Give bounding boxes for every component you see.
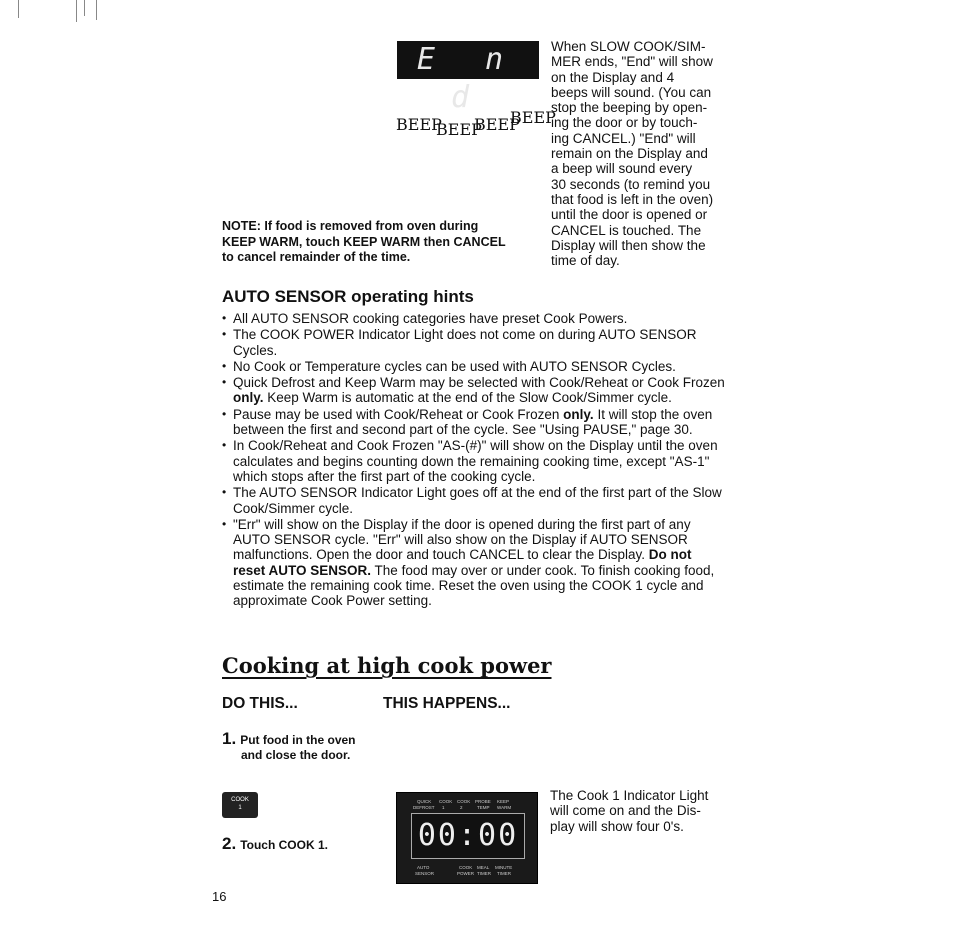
do-this-heading: DO THIS... [222,695,298,712]
text-line: on the Display and 4 [551,69,675,85]
cook-1-button[interactable] [222,792,258,818]
cook-button-label: 1 [238,805,242,811]
text-line: will come on and the Dis- [550,803,701,819]
scan-mark [76,0,77,22]
text-line: a beep will sound every [551,161,693,177]
scan-mark [84,0,85,16]
panel-label: TIMER [477,871,491,876]
beep-text: BEEP [510,108,556,127]
text-line: until the door is opened or [551,207,708,223]
auto-sensor-heading: AUTO SENSOR operating hints [222,287,474,306]
text-line: The Cook 1 Indicator Light [550,788,709,803]
text-line: that food is left in the oven) [551,191,714,207]
list-item: • "Err" will show on the Display if the door is opened during the first part of any AUTO SENSOR cycle. "Err" will also show on the Display if AUTO SENSOR malfunctions. Open the door and touch CANCEL to clear the Display. Do not reset AUTO SENSOR. The food may over or under cook. To finish cooking food, estimate the remaining cook time. Reset the oven using the COOK 1 cycle and approximate Cook Power setting. [222,517,727,609]
note-line: NOTE: If food is removed from oven during [222,219,479,233]
hints-list [222,311,727,610]
panel-label: 2 [460,805,463,810]
panel-label: MEAL [477,865,490,870]
keep-warm-note [222,219,542,266]
list-item: • Pause may be used with Cook/Reheat or Cook Frozen only. It will stop the oven between the first and second part of the cycle. See "Using PAUSE," page 30. [222,407,727,438]
step-number: 2. [222,834,237,853]
list-item: • All AUTO SENSOR cooking categories have preset Cook Powers. [222,311,727,326]
panel-label: POWER [457,871,475,876]
text-line: time of day. [551,253,620,269]
this-happens-heading: THIS HAPPENS... [383,695,511,712]
panel-label: MINUTE [495,865,513,870]
beep-text: BEEP [396,115,442,134]
list-item: • The AUTO SENSOR Indicator Light goes off at the end of the first part of the Slow Cook/Simmer cycle. [222,485,727,516]
panel-label: TEMP [477,805,490,810]
text-line: ing CANCEL.) "End" will [551,130,696,146]
panel-label: COOK [457,799,471,804]
beep-text: BEEP [474,115,520,134]
scan-mark [18,0,19,18]
text-line: stop the beeping by open- [551,100,708,116]
cook-button-label: COOK [231,797,249,803]
beep-text: BEEP [436,120,482,139]
text-line: CANCEL is touched. The [551,222,702,238]
step-text: Touch COOK 1. [240,838,328,852]
step-text: Put food in the oven [240,733,356,747]
text-line: play will show four 0's. [550,818,684,834]
text-line: 30 seconds (to remind you [551,176,711,192]
text-line: Display will then show the [551,237,706,253]
text-line: beeps will sound. (You can [551,84,712,100]
step-2 [222,836,328,853]
list-item: • No Cook or Temperature cycles can be used with AUTO SENSOR Cycles. [222,359,727,374]
panel-label: COOK [459,865,473,870]
text-line: ing the door or by touch- [551,115,698,131]
panel-label: KEEP [497,799,510,804]
cooking-heading: Cooking at high cook power [222,653,552,678]
scan-mark [96,0,97,20]
list-item: • In Cook/Reheat and Cook Frozen "AS-(#)" will show on the Display until the oven calculates and begins counting down the remaining cooking time, except "AS-1" which stops after the first part of the cooking cycle. [222,438,727,484]
text-line: MER ends, "End" will show [551,54,713,70]
note-line: KEEP WARM, touch KEEP WARM then CANCEL [222,234,506,249]
step-number: 1. [222,729,237,748]
step-1 [222,731,356,763]
panel-label: 1 [442,805,445,810]
panel-label: AUTO [417,865,430,870]
list-item: • Quick Defrost and Keep Warm may be selected with Cook/Reheat or Cook Frozen only. Keep Warm is automatic at the end of the Slow Cook/Simmer cycle. [222,375,727,406]
note-line: to cancel remainder of the time. [222,250,411,264]
panel-label: WARM [497,805,512,810]
slow-cook-paragraph [551,39,741,268]
panel-display-digits: 00:00 [411,813,525,859]
panel-label: COOK [439,799,453,804]
result-paragraph [550,788,740,834]
step-text: and close the door. [241,748,351,762]
panel-label: DEFROST [413,805,435,810]
control-panel-display [396,792,538,884]
panel-label: QUICK [417,799,432,804]
text-line: When SLOW COOK/SIM- [551,39,706,54]
list-item: • The COOK POWER Indicator Light does not come on during AUTO SENSOR Cycles. [222,327,727,358]
page-number: 16 [212,889,227,904]
panel-label: TIMER [497,871,511,876]
panel-label: PROBE [475,799,491,804]
end-display: E n d [397,41,539,79]
panel-label: SENSOR [415,871,435,876]
text-line: remain on the Display and [551,146,708,162]
